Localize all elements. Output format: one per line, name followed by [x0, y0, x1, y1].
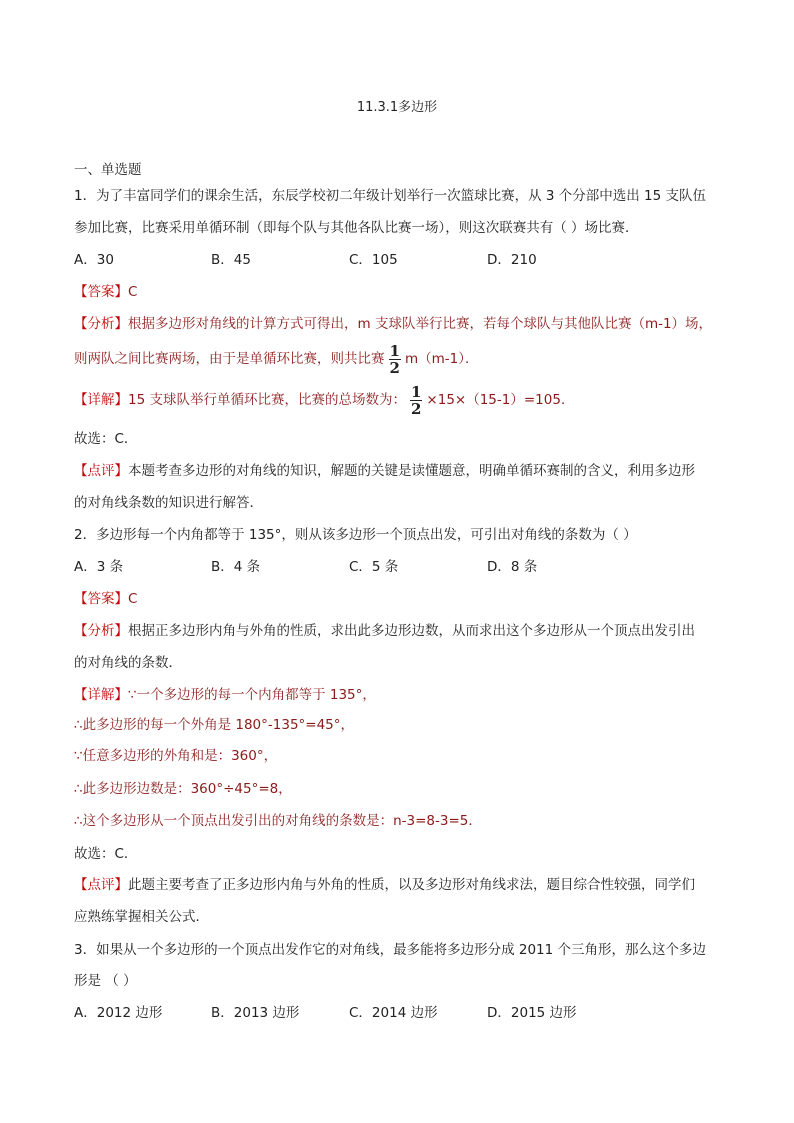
q3-option-a: A．2012 边形: [74, 1005, 163, 1021]
q1-analysis-line1: [74, 314, 712, 334]
analysis-text: 根据多边形对角线的计算方式可得出，m 支球队举行比赛，若每个球队与其他队比赛（m-1）场，: [128, 316, 713, 332]
analysis-text: m（m-1）．: [404, 351, 479, 367]
q2-analysis-line2: 的对角线的条数．: [74, 655, 182, 671]
q2-choose: 故选：C．: [74, 846, 138, 862]
comment-label: 【点评】: [74, 463, 128, 479]
q1-comment-line2: 的对角线条数的知识进行解答．: [74, 495, 263, 511]
answer-label: 【答案】: [74, 591, 128, 607]
analysis-label: 【分析】: [74, 623, 128, 639]
analysis-text: 根据正多边形内角与外角的性质，求出此多边形边数，从而求出这个多边形从一个顶点出发引出: [128, 623, 695, 639]
fraction-denominator: 2: [410, 399, 422, 418]
q2-comment-line2: 应熟练掌握相关公式．: [74, 909, 209, 925]
detail-text: ∵一个多边形的每一个内角都等于 135°，: [128, 687, 376, 703]
q3-option-b: B．2013 边形: [211, 1005, 300, 1021]
q3-option-c: C．2014 边形: [349, 1005, 438, 1021]
answer-value: C: [128, 284, 138, 300]
q1-choose: 故选：C．: [74, 431, 138, 447]
q1-analysis-line2: [74, 343, 478, 375]
q1-option-a: A．30: [74, 252, 114, 268]
q1-detail: [74, 384, 574, 416]
q2-option-c: C．5 条: [349, 559, 399, 575]
analysis-label: 【分析】: [74, 316, 128, 332]
q2-detail-line5: ∴这个多边形从一个顶点出发引出的对角线的条数是：n-3=8-3=5．: [74, 813, 482, 829]
comment-text: 本题考查多边形的对角线的知识，解题的关键是读懂题意，明确单循环赛制的含义，利用多边形: [128, 463, 695, 479]
fraction-numerator: 1: [410, 382, 422, 401]
q3-option-d: D．2015 边形: [487, 1005, 577, 1021]
q1-answer: [74, 282, 137, 302]
answer-value: C: [128, 591, 138, 607]
q1-comment-line1: [74, 461, 695, 481]
q2-detail-line2: ∴此多边形的每一个外角是 180°-135°=45°，: [74, 717, 355, 733]
q2-answer: [74, 589, 137, 609]
q2-analysis-line1: [74, 621, 695, 641]
q2-detail-line3: ∵任意多边形的外角和是：360°，: [74, 748, 278, 764]
fraction-one-half: [410, 382, 422, 418]
comment-text: 此题主要考查了正多边形内角与外角的性质，以及多边形对角线求法，题目综合性较强，同学们: [128, 877, 695, 893]
q3-stem-line1: 3．如果从一个多边形的一个顶点出发作它的对角线，最多能将多边形分成 2011 个三角形，那么这个多边: [74, 942, 707, 958]
q2-detail-line4: ∴此多边形边数是：360°÷45°=8，: [74, 781, 292, 797]
answer-label: 【答案】: [74, 284, 128, 300]
q2-stem-line1: 2．多边形每一个内角都等于 135°，则从该多边形一个顶点出发，可引出对角线的条数为（ ）: [74, 527, 637, 543]
q3-stem-line2: 形是 （ ）: [74, 973, 137, 989]
q1-option-b: B．45: [211, 252, 251, 268]
detail-label: 【详解】: [74, 392, 128, 408]
q1-stem-line2: 参加比赛，比赛采用单循环制（即每个队与其他各队比赛一场），则这次联赛共有（ ）场比赛．: [74, 220, 639, 236]
page-title: 11.3.1多边形: [356, 100, 438, 115]
fraction-numerator: 1: [389, 341, 400, 360]
q2-detail-line1: [74, 685, 376, 705]
detail-label: 【详解】: [74, 687, 128, 703]
q1-option-d: D．210: [487, 252, 537, 268]
detail-text: ×15×（15-1）=105．: [426, 392, 575, 408]
q2-option-a: A．3 条: [74, 559, 124, 575]
fraction-one-half: [389, 341, 401, 377]
q2-option-b: B．4 条: [211, 559, 261, 575]
section-heading: 一、单选题: [74, 162, 142, 178]
q1-stem-line1: 1．为了丰富同学们的课余生活，东辰学校初二年级计划举行一次篮球比赛，从 3 个分部中选出 15 支队伍: [74, 188, 707, 204]
q2-comment-line1: [74, 875, 695, 895]
q1-option-c: C．105: [349, 252, 398, 268]
detail-text: 15 支球队举行单循环比赛，比赛的总场数为：: [128, 392, 406, 408]
fraction-denominator: 2: [389, 358, 400, 377]
analysis-text: 则两队之间比赛两场，由于是单循环比赛，则共比赛: [74, 351, 385, 367]
comment-label: 【点评】: [74, 877, 128, 893]
q2-option-d: D．8 条: [487, 559, 538, 575]
